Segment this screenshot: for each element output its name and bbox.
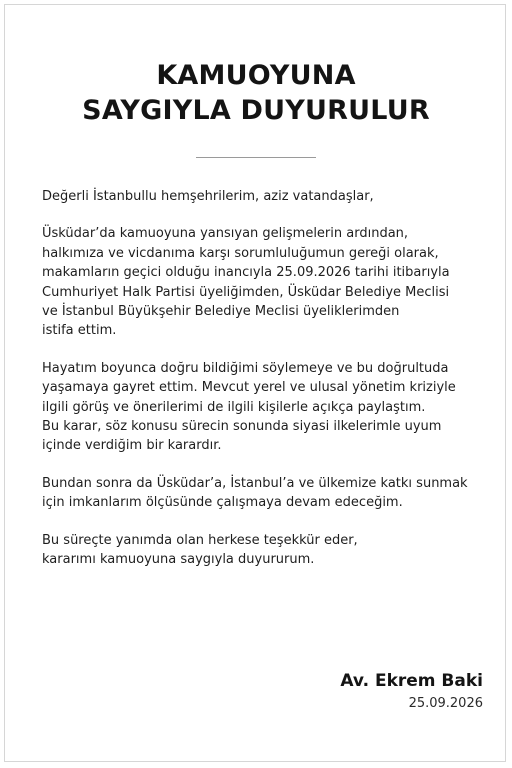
- signatory-name: Av. Ekrem Baki: [340, 671, 483, 691]
- body-line: Üsküdar’da kamuoyuna yansıyan gelişmelerin ardından,: [42, 226, 409, 242]
- salutation: Değerli İstanbullu hemşehrilerim, aziz vatandaşlar,: [42, 189, 374, 204]
- body-line: içinde verdiğim bir karardır.: [42, 438, 222, 454]
- paragraph-gap: [42, 513, 482, 531]
- body-line: istifa ettim.: [42, 323, 117, 339]
- signature-date: 25.09.2026: [408, 696, 483, 711]
- title-divider: [196, 157, 316, 158]
- body-line: makamların geçici olduğu inancıyla 25.09.2026 tarihi itibarıyla: [42, 265, 450, 281]
- announcement-body: [42, 187, 482, 570]
- announcement-title: [0, 58, 512, 128]
- closing-line: Bu süreçte yanımda olan herkese teşekkür eder,: [42, 532, 358, 548]
- title-line-2: SAYGIYLA DUYURULUR: [82, 95, 430, 126]
- title-line-1: KAMUOYUNA: [156, 60, 356, 91]
- closing-line: kararımı kamuoyuna saygıyla duyururum.: [42, 552, 315, 568]
- body-line: halkımıza ve vicdanıma karşı sorumluluğumun gereği olarak,: [42, 245, 439, 261]
- body-line: Cumhuriyet Halk Partisi üyeliğimden, Üsküdar Belediye Meclisi: [42, 284, 450, 300]
- body-line: ilgili görüş ve önerilerimi de ilgili kişilerle açıkça paylaştım.: [42, 399, 426, 415]
- paragraph-gap: [42, 341, 482, 359]
- body-line: ve İstanbul Büyükşehir Belediye Meclisi üyeliklerimden: [42, 304, 400, 320]
- body-line: Bu karar, söz konusu sürecin sonunda siyasi ilkelerimle uyum: [42, 419, 442, 435]
- body-line: yaşamaya gayret ettim. Mevcut yerel ve ulusal yönetim kriziyle: [42, 380, 456, 396]
- body-line: Hayatım boyunca doğru bildiğimi söylemeye ve bu doğrultuda: [42, 360, 449, 376]
- paragraph-gap: [42, 456, 482, 474]
- paragraph-gap: [42, 206, 482, 224]
- body-line: Bundan sonra da Üsküdar’a, İstanbul’a ve ülkemize katkı sunmak: [42, 475, 468, 491]
- signature-block: [340, 670, 483, 712]
- body-line: için imkanlarım ölçüsünde çalışmaya devam edeceğim.: [42, 495, 403, 511]
